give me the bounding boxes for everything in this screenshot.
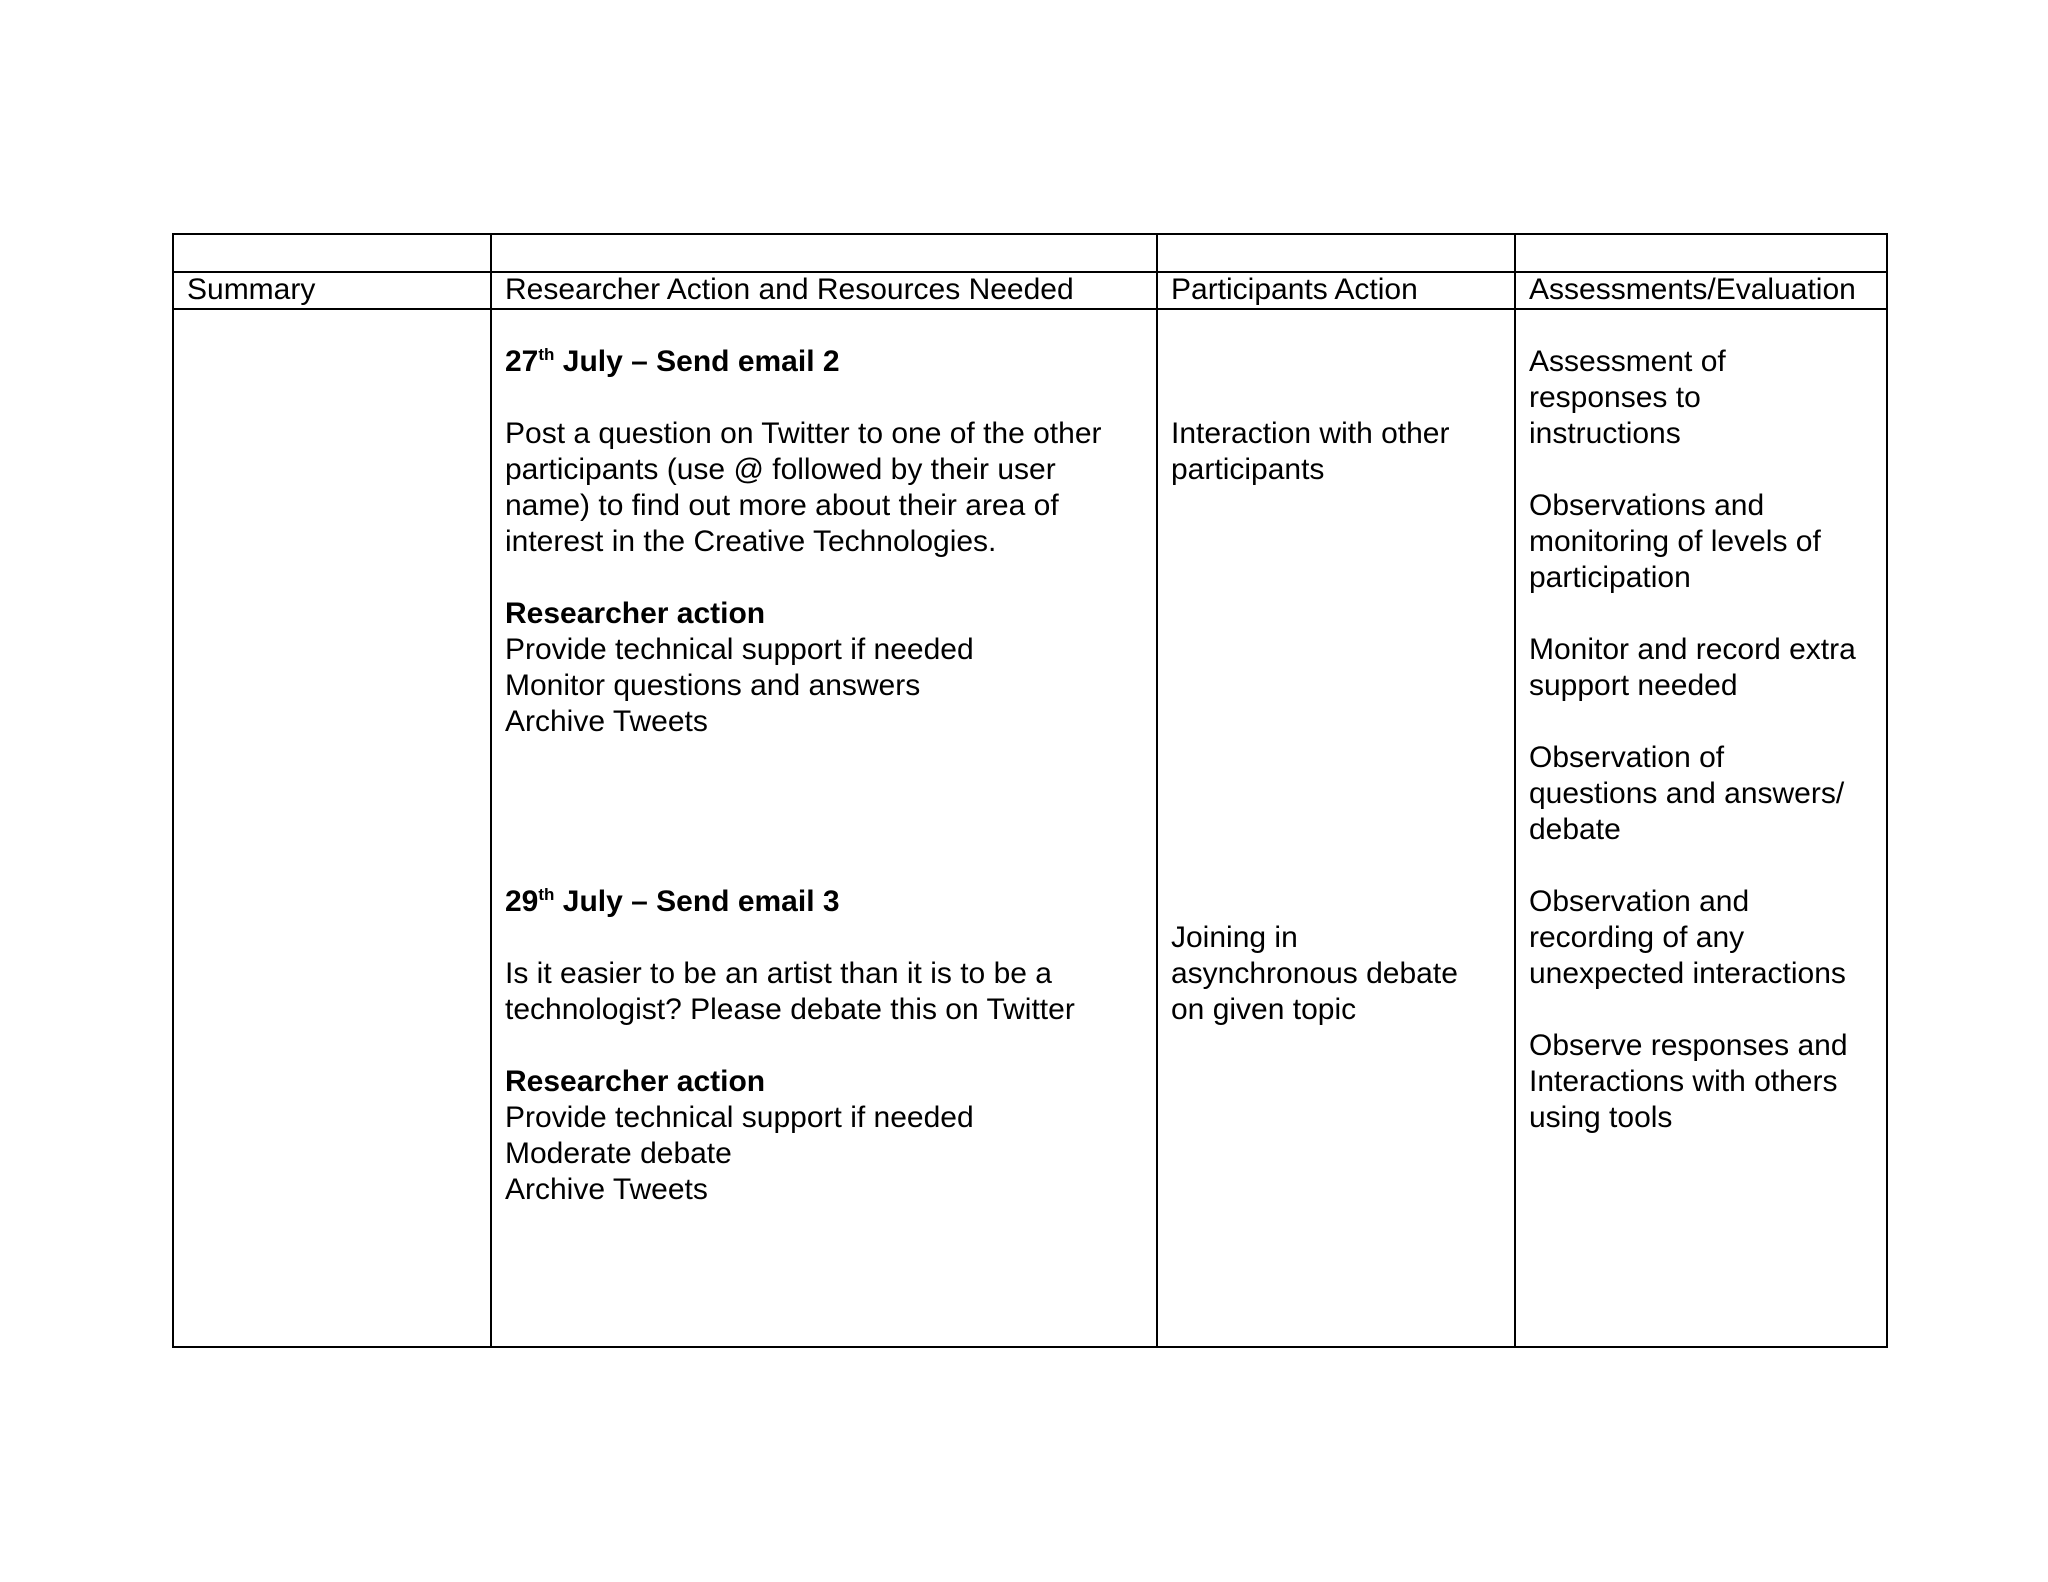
- assessment-line: participation: [1529, 561, 1691, 594]
- action-item: Provide technical support if needed: [505, 1101, 974, 1134]
- assessment-line: using tools: [1529, 1101, 1673, 1134]
- table-border-left: [172, 233, 174, 1348]
- assessments-cell: [1529, 344, 1884, 1136]
- header-summary: Summary: [187, 273, 316, 306]
- table-column-divider: [490, 233, 492, 1348]
- task-line: Post a question on Twitter to one of the other: [505, 417, 1102, 450]
- date-suffix: th: [538, 885, 555, 904]
- assessment-line: Monitor and record extra: [1529, 633, 1856, 666]
- assessment-line: Observations and: [1529, 489, 1765, 522]
- participant-line: Interaction with other: [1171, 417, 1450, 450]
- date-rest: July – Send email 3: [554, 885, 840, 918]
- researcher-section-email-3: [505, 884, 1150, 1208]
- table-border-bottom: [172, 1346, 1888, 1348]
- header-participants-action: Participants Action: [1171, 273, 1418, 306]
- assessment-line: Observe responses and: [1529, 1029, 1848, 1062]
- assessment-line: instructions: [1529, 417, 1681, 450]
- researcher-action-heading: Researcher action: [505, 1065, 766, 1098]
- task-line: Is it easier to be an artist than it is to be a: [505, 957, 1052, 990]
- action-item: Provide technical support if needed: [505, 633, 974, 666]
- task-line: technologist? Please debate this on Twitter: [505, 993, 1075, 1026]
- action-item: Archive Tweets: [505, 705, 708, 738]
- date-rest: July – Send email 2: [554, 345, 840, 378]
- action-item: Moderate debate: [505, 1137, 732, 1170]
- action-item: Archive Tweets: [505, 1173, 708, 1206]
- section-date-heading: [505, 344, 1150, 380]
- table-column-divider: [1514, 233, 1516, 1348]
- date-day: 29: [505, 885, 539, 918]
- table-border-right: [1886, 233, 1888, 1348]
- assessment-line: responses to: [1529, 381, 1701, 414]
- researcher-section-email-2: [505, 344, 1150, 740]
- assessment-line: support needed: [1529, 669, 1738, 702]
- action-item: Monitor questions and answers: [505, 669, 921, 702]
- assessment-line: unexpected interactions: [1529, 957, 1846, 990]
- participants-action-email-2: [1171, 416, 1511, 488]
- table-row-divider: [172, 308, 1888, 310]
- section-date-heading: [505, 884, 1150, 920]
- participant-line: participants: [1171, 453, 1325, 486]
- table-column-divider: [1156, 233, 1158, 1348]
- header-researcher-action: Researcher Action and Resources Needed: [505, 273, 1074, 306]
- header-assessments: Assessments/Evaluation: [1529, 273, 1856, 306]
- participant-line: Joining in: [1171, 921, 1298, 954]
- assessment-line: Observation of: [1529, 741, 1725, 774]
- table-border-top: [172, 233, 1888, 235]
- task-line: name) to find out more about their area of: [505, 489, 1059, 522]
- date-day: 27: [505, 345, 539, 378]
- participants-action-email-3: [1171, 920, 1511, 1028]
- assessment-line: monitoring of levels of: [1529, 525, 1821, 558]
- participant-line: asynchronous debate: [1171, 957, 1458, 990]
- assessment-line: Assessment of: [1529, 345, 1726, 378]
- task-line: interest in the Creative Technologies.: [505, 525, 997, 558]
- participant-line: on given topic: [1171, 993, 1357, 1026]
- assessment-line: Observation and: [1529, 885, 1750, 918]
- assessment-line: debate: [1529, 813, 1621, 846]
- assessment-line: questions and answers/: [1529, 777, 1845, 810]
- assessment-line: Interactions with others: [1529, 1065, 1838, 1098]
- task-line: participants (use @ followed by their user: [505, 453, 1056, 486]
- assessment-line: recording of any: [1529, 921, 1745, 954]
- researcher-action-heading: Researcher action: [505, 597, 766, 630]
- date-suffix: th: [538, 345, 555, 364]
